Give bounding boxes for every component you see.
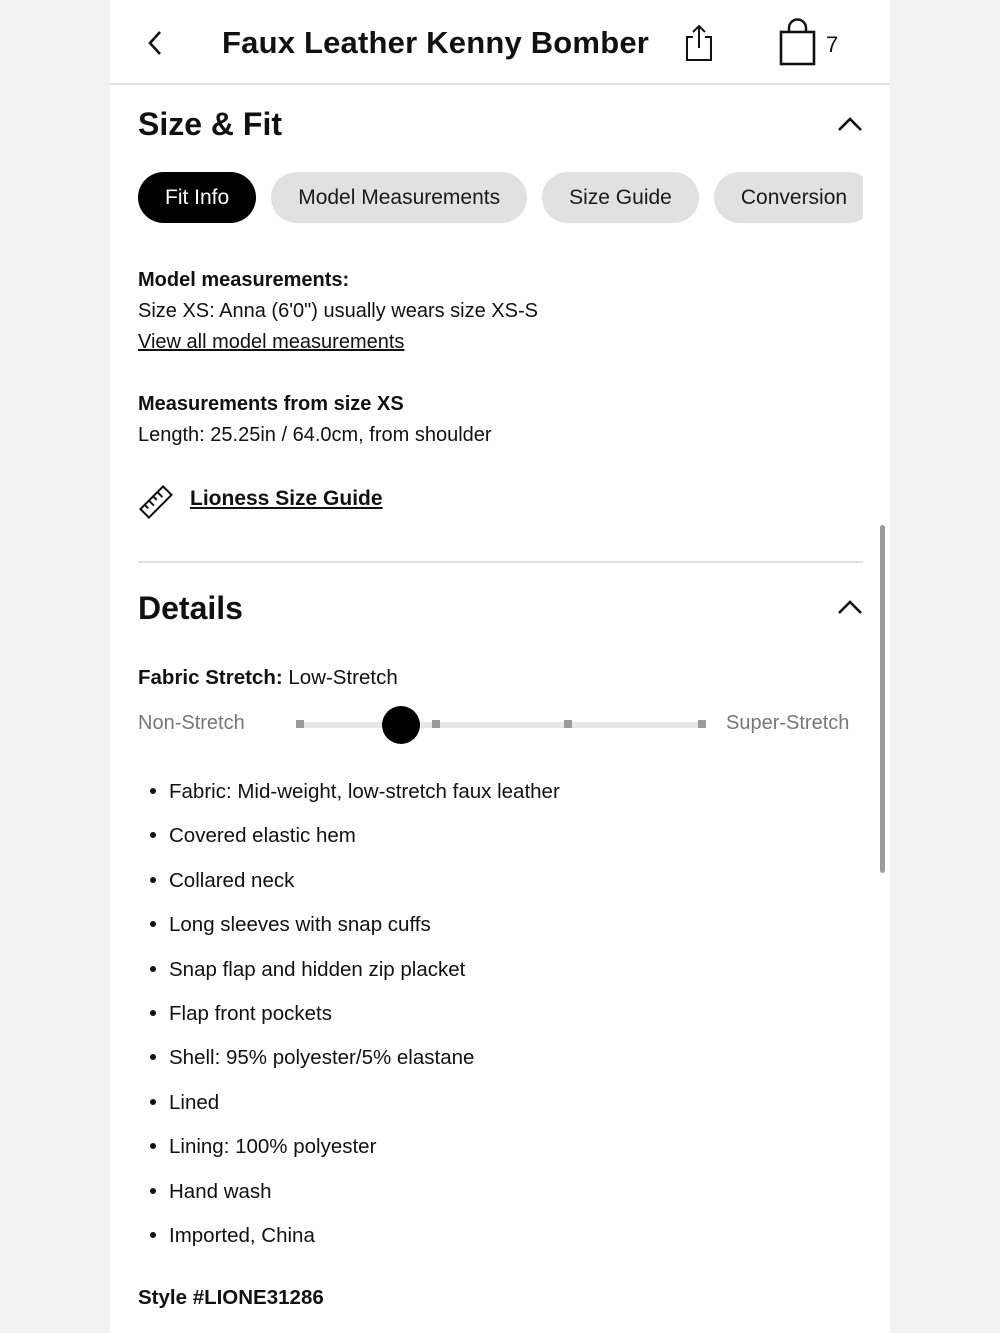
product-details-page — [110, 0, 890, 1333]
details-bullet-item: Shell: 95% polyester/5% elastane — [144, 1042, 560, 1086]
details-heading: Details — [138, 590, 243, 626]
details-bullet-item: Covered elastic hem — [144, 820, 560, 864]
details-bullet-item: Fabric: Mid-weight, low-stretch faux leather — [144, 776, 560, 820]
details-bullet-list — [144, 776, 560, 1264]
stretch-max-label: Super-Stretch — [726, 712, 850, 734]
scrollbar[interactable] — [880, 525, 885, 873]
model-measurements-block — [138, 265, 538, 358]
size-fit-heading: Size & Fit — [138, 106, 283, 142]
details-bullet-item: Flap front pockets — [144, 998, 560, 1042]
size-fit-tabs — [138, 172, 863, 224]
chevron-up-icon[interactable] — [836, 597, 864, 617]
measurements-heading: Measurements from size XS — [138, 393, 404, 415]
style-number: Style #LIONE31286 — [138, 1286, 324, 1309]
fabric-stretch-label: Fabric Stretch: — [138, 666, 283, 689]
tab-size-guide[interactable]: Size Guide — [542, 172, 699, 223]
stretch-min-label: Non-Stretch — [138, 712, 245, 734]
fabric-stretch-line — [138, 662, 398, 693]
ruler-icon — [138, 484, 174, 520]
details-bullet-item: Lining: 100% polyester — [144, 1131, 560, 1175]
details-bullet-item: Imported, China — [144, 1220, 560, 1264]
details-bullet-item: Long sleeves with snap cuffs — [144, 909, 560, 953]
chevron-up-icon[interactable] — [836, 114, 864, 134]
details-bullet-item: Collared neck — [144, 865, 560, 909]
measurements-block — [138, 389, 492, 451]
bag-count-badge: 7 — [826, 32, 839, 57]
section-divider — [138, 561, 863, 563]
fabric-stretch-value: Low-Stretch — [282, 666, 398, 689]
page-title: Faux Leather Kenny Bomber — [222, 25, 650, 60]
stretch-track — [296, 722, 706, 728]
header-bar — [110, 0, 890, 85]
stretch-indicator — [382, 706, 420, 744]
model-measurements-heading: Model measurements: — [138, 269, 350, 291]
shopping-bag-icon[interactable] — [778, 18, 820, 68]
stretch-tick — [432, 720, 440, 728]
view-all-model-measurements-link[interactable]: View all model measurements — [138, 331, 405, 353]
share-icon[interactable] — [682, 22, 716, 64]
measurements-text: Length: 25.25in / 64.0cm, from shoulder — [138, 424, 492, 446]
stretch-tick — [564, 720, 572, 728]
tab-fit-info[interactable]: Fit Info — [138, 172, 256, 223]
stretch-tick — [698, 720, 706, 728]
lioness-size-guide-link[interactable]: Lioness Size Guide — [190, 487, 383, 510]
details-bullet-item: Lined — [144, 1087, 560, 1131]
model-measurements-text: Size XS: Anna (6'0") usually wears size XS-S — [138, 300, 538, 322]
chevron-left-icon[interactable] — [140, 26, 170, 60]
tab-model-measurements[interactable]: Model Measurements — [271, 172, 527, 223]
details-bullet-item: Hand wash — [144, 1176, 560, 1220]
details-bullet-item: Snap flap and hidden zip placket — [144, 954, 560, 998]
stretch-tick — [296, 720, 304, 728]
tab-conversion[interactable]: Conversion — [714, 172, 863, 223]
